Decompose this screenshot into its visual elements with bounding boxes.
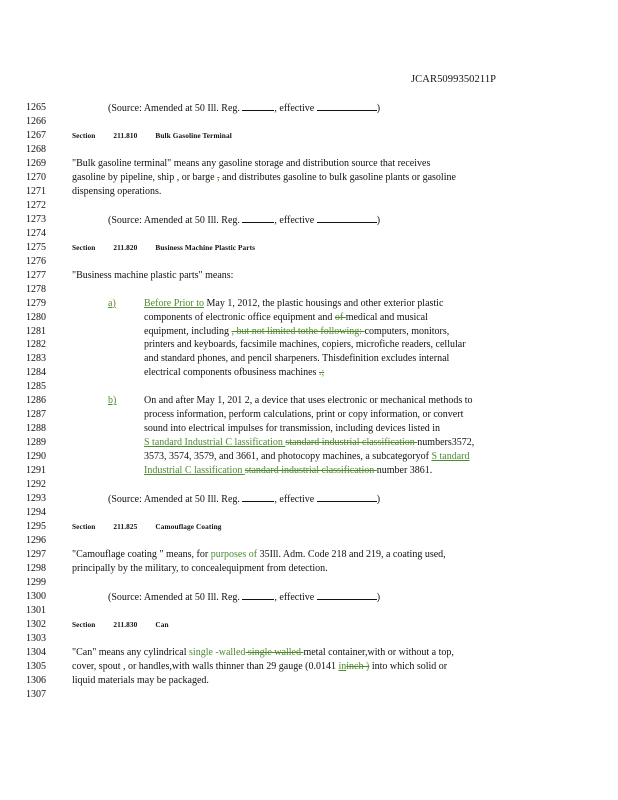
line-number: 1272 — [26, 199, 46, 211]
text-fragment: (Source: Amended at 50 Ill. Reg. — [108, 214, 240, 226]
text-fragment: "Camouflage coating " means, for — [72, 549, 211, 560]
inserted-text: Industrial C lassification — [144, 465, 245, 477]
text-fragment: 211.830 — [113, 619, 138, 629]
line-number: 1284 — [26, 367, 46, 379]
text-fragment: effective — [279, 591, 315, 603]
line-number: 1286 — [26, 395, 46, 407]
line-number: 1265 — [26, 102, 46, 113]
line-number: 1271 — [26, 185, 46, 197]
text-fragment: cover, spout , or handles,with walls thinner than 29 gauge (0.0141 — [72, 660, 339, 672]
subsection-a-line — [72, 311, 542, 325]
text-fragment: number 3861. — [376, 465, 433, 477]
text-fragment: 35Ill. Adm. Code 218 and 219, a coating used, — [257, 549, 446, 560]
text-fragment: Section — [72, 130, 96, 140]
text-fragment: ) — [376, 103, 381, 114]
subsection-b-line — [72, 436, 542, 450]
line-number: 1280 — [26, 311, 46, 323]
text-fragment: into which solid or — [369, 660, 448, 672]
line-number: 1283 — [26, 353, 46, 365]
line-number: 1289 — [26, 437, 46, 449]
inserted-text: purposes of — [210, 549, 258, 560]
subsection-b-line: process information, perform calculations, print or copy information, or convert — [144, 409, 464, 421]
text-fragment — [72, 576, 542, 590]
text-fragment: Bulk Gasoline Terminal — [155, 130, 232, 140]
inserted-text: S tandard — [431, 451, 470, 463]
line-number: 1306 — [26, 674, 46, 686]
line-number: 1270 — [26, 171, 46, 183]
deleted-text: inch ) — [346, 660, 370, 672]
text-fragment — [72, 199, 542, 213]
text-fragment: electrical components ofbusiness machines — [144, 367, 319, 379]
inserted-text: in — [338, 660, 347, 672]
text-fragment: computers, monitors, — [364, 325, 450, 337]
source-note: (Source: Amended at 50 Ill. Reg. , effective ) — [108, 591, 381, 603]
blank-line — [242, 101, 274, 111]
line-number: 1277 — [26, 269, 46, 281]
line-number: 1301 — [26, 604, 46, 616]
blank-line — [317, 492, 377, 502]
text-fragment — [72, 143, 542, 157]
text-fragment: ) — [376, 494, 381, 506]
line-number: 1288 — [26, 423, 46, 435]
text-fragment: Section — [72, 619, 96, 629]
text-fragment: gasoline by pipeline, ship , or barge — [72, 171, 218, 183]
inserted-text: S tandard Industrial C lassification — [144, 437, 286, 449]
subsection-a-line: and standard phones, and pencil sharpeners. Thisdefinition excludes internal — [144, 353, 450, 365]
subsection-a-line — [72, 366, 542, 380]
text-fragment: 211.825 — [113, 522, 138, 532]
line-number: 1274 — [26, 227, 46, 239]
text-fragment: Section — [72, 522, 96, 532]
line-number: 1273 — [26, 213, 46, 225]
line-number: 1287 — [26, 409, 46, 421]
line-number: 1291 — [26, 465, 46, 477]
text-fragment: Business Machine Plastic Parts — [155, 242, 256, 252]
text-fragment: ) — [376, 591, 381, 603]
text-fragment: components of electronic office equipment and — [144, 311, 335, 323]
paragraph-line: liquid materials may be packaged. — [72, 674, 209, 686]
deleted-text: single walled — [245, 646, 304, 658]
line-number: 1307 — [26, 688, 46, 700]
subsection-b-line: sound into electrical impulses for transmission, including devices listed in — [144, 423, 441, 435]
line-number: 1305 — [26, 660, 46, 672]
paragraph-line: "Business machine plastic parts" means: — [72, 269, 234, 281]
paragraph-line: principally by the military, to concealequipment from detection. — [72, 562, 328, 574]
paragraph-line: dispensing operations. — [72, 185, 162, 197]
subsection-a-line — [72, 325, 542, 339]
text-fragment: effective — [279, 494, 315, 506]
line-number: 1269 — [26, 157, 46, 169]
text-fragment: Can — [155, 619, 169, 629]
subsection-a-line: printers and keyboards, facsimile machines, copiers, microfiche readers, cellular — [144, 339, 466, 351]
paragraph-line — [72, 660, 542, 674]
line-number: 1275 — [26, 241, 46, 253]
text-fragment: "Can" means any cylindrical — [72, 646, 190, 658]
line-number: 1303 — [26, 632, 46, 644]
subsection-label: b) — [108, 395, 117, 407]
text-fragment — [72, 604, 542, 618]
text-fragment — [72, 380, 542, 394]
line-number-column — [26, 101, 56, 702]
text-fragment — [72, 255, 542, 269]
text-fragment: (Source: Amended at 50 Ill. Reg. — [108, 494, 240, 506]
line-number: 1302 — [26, 618, 46, 630]
text-fragment — [72, 534, 542, 548]
line-number: 1282 — [26, 339, 46, 351]
line-number: 1268 — [26, 143, 46, 155]
line-number: 1298 — [26, 562, 46, 574]
text-fragment: effective — [279, 103, 315, 114]
text-fragment: 211.820 — [113, 242, 138, 252]
deleted-text: , — [217, 171, 220, 183]
blank-line — [242, 213, 274, 223]
line-number: 1297 — [26, 549, 46, 560]
line-number: 1266 — [26, 115, 46, 127]
text-fragment — [72, 506, 542, 520]
deleted-text: standard industrial classification — [244, 465, 377, 477]
subsection-label: a) — [108, 297, 116, 309]
section-heading-830 — [72, 618, 542, 632]
text-fragment: metal container,with or without a top, — [303, 646, 454, 658]
text-fragment — [72, 227, 542, 241]
line-number: 1296 — [26, 535, 46, 547]
text-fragment: May 1, 2012, the plastic housings and other exterior plastic — [204, 297, 444, 309]
section-heading-811 — [72, 129, 542, 143]
paragraph-line — [72, 171, 542, 185]
line-number: 1285 — [26, 381, 46, 393]
subsection-b-line — [72, 394, 542, 408]
line-number: 1267 — [26, 129, 46, 141]
text-fragment: Camouflage Coating — [155, 522, 222, 532]
document-id: JCAR5099350211P — [411, 74, 497, 85]
text-fragment: On and after May 1, 201 2, a device that uses electronic or mechanical methods to — [144, 395, 473, 407]
text-fragment: 3573, 3574, 3579, and 3661, and photocopy machines, a subcategoryof — [144, 451, 432, 463]
text-fragment: Section — [72, 242, 96, 252]
line-number: 1290 — [26, 451, 46, 463]
deleted-text: standard industrial classification — [285, 437, 418, 449]
text-fragment: 211.810 — [113, 130, 138, 140]
text-fragment: effective — [279, 214, 315, 226]
line-number: 1293 — [26, 493, 46, 505]
text-fragment: (Source: Amended at 50 Ill. Reg. — [108, 103, 240, 114]
inserted-text: Before Prior to — [144, 297, 204, 309]
text-fragment: medical and musical — [345, 311, 428, 323]
deleted-text: .; — [318, 367, 325, 379]
section-heading-820 — [72, 241, 542, 255]
source-note: (Source: Amended at 50 Ill. Reg. , effective ) — [108, 494, 381, 506]
line-number: 1294 — [26, 507, 46, 519]
line-number: 1300 — [26, 590, 46, 602]
blank-line — [242, 590, 274, 600]
text-fragment — [72, 478, 542, 492]
line-number: 1276 — [26, 255, 46, 267]
line-number: 1279 — [26, 297, 46, 309]
subsection-b-line — [72, 450, 542, 464]
deleted-text: , but not limited tothe following: — [231, 325, 365, 337]
text-fragment — [72, 115, 542, 129]
text-fragment: and distributes gasoline to bulk gasoline plants or gasoline — [219, 171, 456, 183]
blank-line — [317, 590, 377, 600]
paragraph-line — [72, 548, 542, 562]
blank-line — [317, 101, 377, 111]
text-fragment: ) — [376, 214, 381, 226]
inserted-text: single -walled — [189, 646, 246, 658]
text-fragment — [72, 632, 542, 646]
paragraph-line: "Bulk gasoline terminal" means any gasoline storage and distribution source that receives — [72, 157, 431, 169]
text-fragment: equipment, including — [144, 325, 232, 337]
line-number: 1292 — [26, 479, 46, 491]
subsection-a-line — [72, 297, 542, 311]
text-fragment — [72, 688, 542, 702]
line-number: 1304 — [26, 646, 46, 658]
blank-line — [242, 492, 274, 502]
line-number: 1278 — [26, 283, 46, 295]
section-heading-825 — [72, 520, 542, 534]
line-number: 1299 — [26, 576, 46, 588]
paragraph-line — [72, 646, 542, 660]
source-note: (Source: Amended at 50 Ill. Reg. , effective ) — [108, 214, 381, 226]
text-fragment: numbers3572, — [417, 437, 475, 449]
deleted-text: of — [334, 311, 346, 323]
source-note: (Source: Amended at 50 Ill. Reg. , effective ) — [108, 103, 381, 114]
line-number: 1295 — [26, 521, 46, 533]
blank-line — [317, 213, 377, 223]
subsection-b-line — [72, 464, 542, 478]
text-fragment — [72, 283, 542, 297]
line-number: 1281 — [26, 325, 46, 337]
text-fragment: (Source: Amended at 50 Ill. Reg. — [108, 591, 240, 603]
document-body — [72, 101, 542, 702]
